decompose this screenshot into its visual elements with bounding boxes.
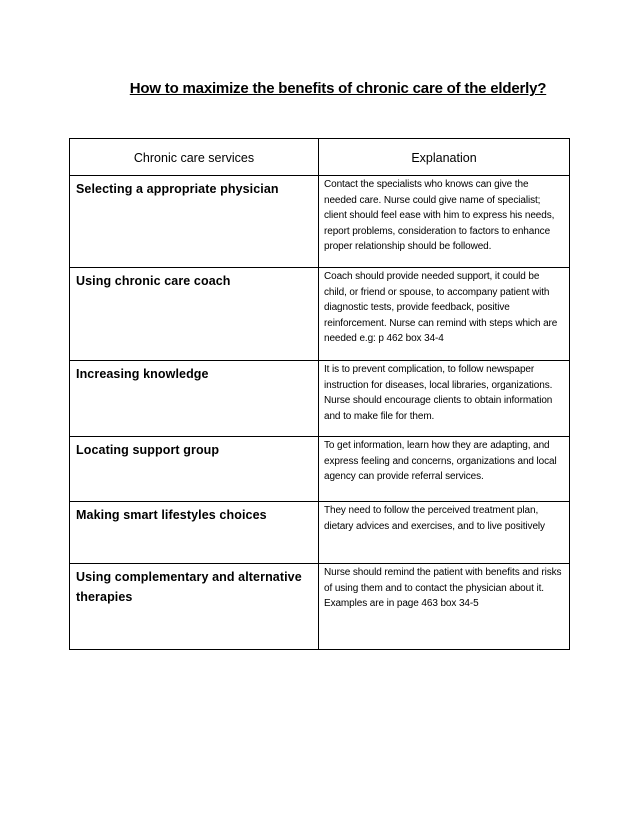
explanation-cell: To get information, learn how they are adapting, and express feeling and concerns, organizations and local agency can provide referral services.: [319, 437, 570, 502]
explanation-cell: It is to prevent complication, to follow newspaper instruction for diseases, local libraries, organizations. Nurse should encourage clients to obtain information and to make file for them.: [319, 361, 570, 437]
service-cell: Increasing knowledge: [70, 361, 319, 437]
table-row: [70, 176, 570, 268]
service-cell: Using chronic care coach: [70, 268, 319, 361]
document-title: How to maximize the benefits of chronic care of the elderly?: [129, 80, 547, 97]
service-cell: Using complementary and alternative therapies: [70, 564, 319, 650]
explanation-cell: They need to follow the perceived treatment plan, dietary advices and exercises, and to live positively: [319, 502, 570, 564]
service-cell: Selecting a appropriate physician: [70, 176, 319, 268]
chronic-care-table: [69, 138, 570, 650]
table-row: [70, 268, 570, 361]
service-cell: Locating support group: [70, 437, 319, 502]
service-cell: Making smart lifestyles choices: [70, 502, 319, 564]
explanation-cell: Nurse should remind the patient with benefits and risks of using them and to contact the physician about it. Examples are in page 463 box 34-5: [319, 564, 570, 650]
table-header-row: [70, 139, 570, 176]
table-row: [70, 502, 570, 564]
explanation-cell: Coach should provide needed support, it could be child, or friend or spouse, to accompany patient with diagnostic tests, provide feedback, positive reinforcement. Nurse can remind with steps which are needed e.g: p 462 box 34-4: [319, 268, 570, 361]
table-row: [70, 361, 570, 437]
table-row: [70, 564, 570, 650]
table-row: [70, 437, 570, 502]
explanation-cell: Contact the specialists who knows can give the needed care. Nurse could give name of specialist; client should feel ease with him to express his needs, report problems, consideration to factors to enhance proper relationship should be followed.: [319, 176, 570, 268]
header-chronic-care-services: Chronic care services: [70, 139, 319, 176]
header-explanation: Explanation: [319, 139, 570, 176]
